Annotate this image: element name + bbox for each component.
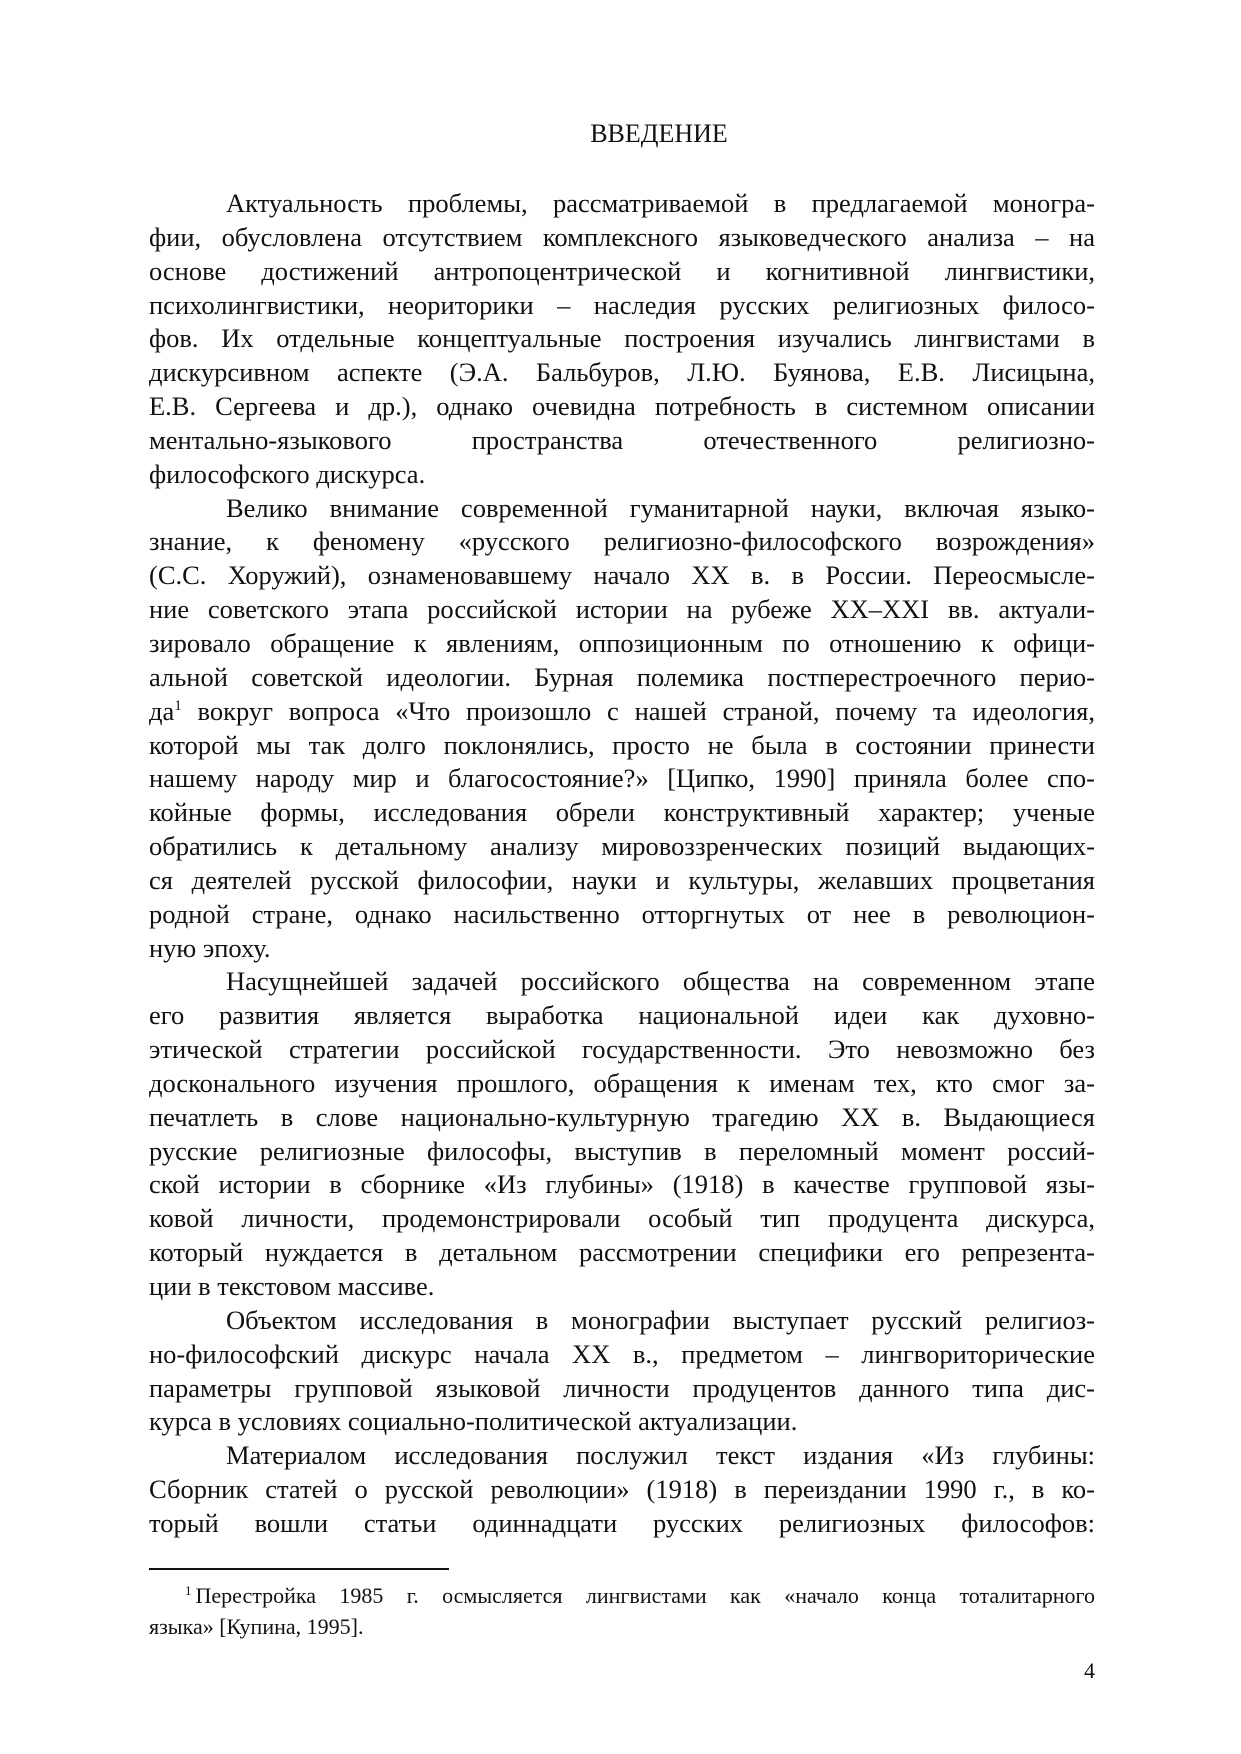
footnote — [149, 1580, 1095, 1642]
text-line: основе достижений антропоцентрической и когнитивной лингвистики, — [149, 255, 1095, 286]
footnote-line — [149, 1580, 1095, 1611]
text-line: этической стратегии российской государственности. Это невозможно без — [149, 1034, 1095, 1065]
text-line: досконального изучения прошлого, обращения к именам тех, кто смог за- — [149, 1067, 1095, 1098]
text-line: торый вошли статьи одиннадцати русских религиозных философов: — [149, 1507, 1095, 1538]
text-line: психолингвистики, неориторики – наследия русских религиозных филосо- — [149, 289, 1095, 320]
text-line: койные формы, исследования обрели конструктивный характер; ученые — [149, 797, 1095, 828]
text-line: которой мы так долго поклонялись, просто не была в состоянии принести — [149, 729, 1095, 760]
text-line: Объектом исследования в монографии выступает русский религиоз- — [226, 1304, 1095, 1335]
text-line: Актуальность проблемы, рассматриваемой в предлагаемой моногра- — [226, 188, 1095, 218]
text-line: Насущнейшей задачей российского общества на современном этапе — [226, 966, 1095, 997]
text-line: (С.С. Хоружий), ознаменовавшему начало XX в. в России. Переосмысле- — [149, 560, 1095, 591]
text-line: ние советского этапа российской истории на рубеже XX–XXI вв. актуали- — [149, 594, 1095, 625]
text-line: философского дискурса. — [149, 458, 426, 489]
text-line: но-философский дискурс начала XX в., предметом – лингвориторические — [149, 1338, 1095, 1369]
paragraph — [149, 492, 1095, 966]
footnote-text: языка» [Купина, 1995]. — [149, 1614, 364, 1639]
text-line: русские религиозные философы, выступив в переломный момент россий- — [149, 1135, 1095, 1166]
paragraph — [149, 965, 1095, 1303]
text-line: знание, к феномену «русского религиозно-философского возрождения» — [149, 526, 1095, 557]
text-line: альной советской идеологии. Бурная полемика постперестроечного перио- — [149, 661, 1095, 692]
footnote-text: Перестройка 1985 г. осмысляется лингвистами как «начало конца тоталитарного — [195, 1583, 1095, 1608]
paragraph — [149, 1304, 1095, 1439]
text-line: ковой личности, продемонстрировали особый тип продуцента дискурса, — [149, 1203, 1095, 1234]
text-line: ся деятелей русской философии, науки и культуры, желавших процветания — [149, 864, 1095, 895]
text-line: Е.В. Сергеева и др.), однако очевидна потребность в системном описании — [149, 391, 1095, 422]
footnote-line — [149, 1611, 1095, 1642]
text-line: который нуждается в детальном рассмотрении специфики его репрезента- — [149, 1237, 1095, 1268]
text-line: зировало обращение к явлениям, оппозиционным по отношению к офици- — [149, 627, 1095, 658]
body-text — [149, 187, 1095, 1541]
text-line: нашему народу мир и благосостояние?» [Ципко, 1990] приняла более спо- — [149, 763, 1095, 794]
text-line: параметры групповой языковой личности продуцентов данного типа дис- — [149, 1372, 1095, 1403]
section-title: ВВЕДЕНИЕ — [590, 119, 728, 148]
text-line: его развития является выработка национальной идеи как духовно- — [149, 1000, 1095, 1031]
page-number: 4 — [1084, 1658, 1095, 1683]
text-line: фии, обусловлена отсутствием комплексного языковедческого анализа – на — [149, 221, 1095, 252]
text-line: дискурсивном аспекте (Э.А. Бальбуров, Л.Ю. Буянова, Е.В. Лисицына, — [149, 357, 1095, 388]
text-line: ской истории в сборнике «Из глубины» (1918) в качестве групповой язы- — [149, 1169, 1095, 1200]
text-line: ции в текстовом массиве. — [149, 1271, 435, 1301]
footnote-reference[interactable]: 1 — [174, 697, 182, 714]
paragraph — [149, 1439, 1095, 1541]
text-line: родной стране, однако насильственно отторгнутых от нее в революцион- — [149, 898, 1095, 929]
text-line: курса в условиях социально-политической актуализации. — [149, 1406, 798, 1437]
text-line: ментально-языкового пространства отечественного религиозно- — [149, 424, 1095, 455]
text-line: Сборник статей о русской революции» (1918) в переиздании 1990 г., в ко- — [149, 1474, 1095, 1505]
text-line: фов. Их отдельные концептуальные построения изучались лингвистами в — [149, 323, 1095, 354]
text-line: $да^1$ вокруг вопроса «Что произошло с нашей страной, почему та идеология, — [149, 695, 1095, 726]
text-line: Материалом исследования послужил текст издания «Из глубины: — [226, 1440, 1095, 1471]
footnote-separator — [149, 1568, 449, 1570]
footnote-marker: 1 — [185, 1583, 192, 1598]
paragraph — [149, 187, 1095, 492]
text-line: ную эпоху. — [149, 932, 271, 963]
text-line: печатлеть в слове национально-культурную трагедию XX в. Выдающиеся — [149, 1101, 1095, 1132]
text-line: Велико внимание современной гуманитарной науки, включая языко- — [226, 492, 1095, 523]
text-line: обратились к детальному анализу мировоззренческих позиций выдающих- — [149, 831, 1095, 862]
